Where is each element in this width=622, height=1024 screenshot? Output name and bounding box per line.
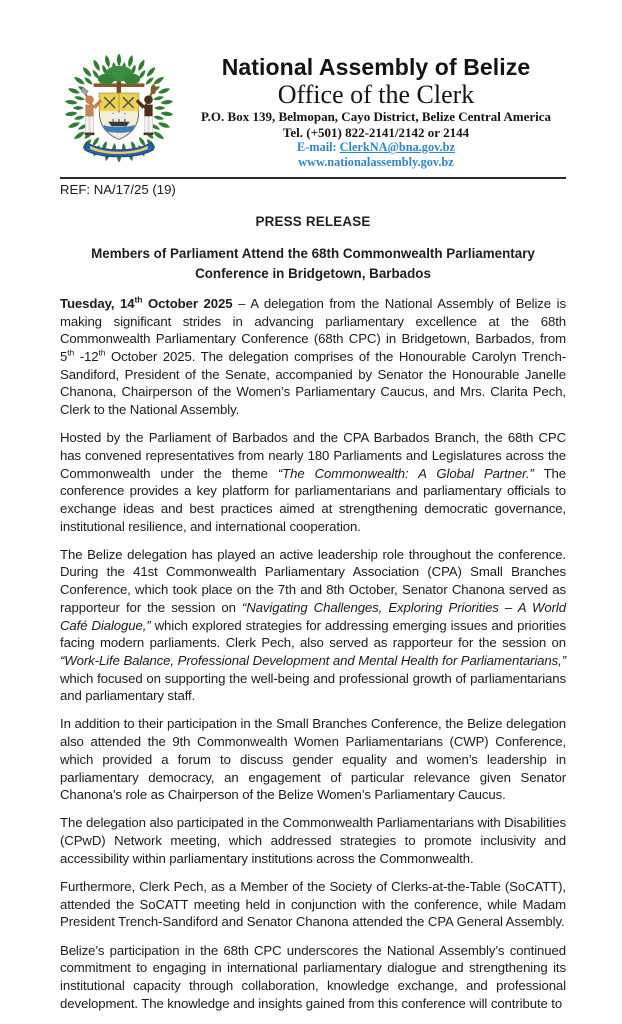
belize-coat-of-arms-icon (60, 48, 178, 168)
paragraph-conclusion: Belize’s participation in the 68th CPC underscores the National Assembly’s continued commitment to engaging in international parliamentary dialogue and strengthening its institutional capacity through collaboration, knowledge exchange, and professional development. The knowledge and insights gained from this conference will contribute to (60, 942, 566, 1011)
conference-theme: “The Commonwealth: A Global Partner.” (277, 465, 534, 481)
paragraph-leadership: The Belize delegation has played an active leadership role throughout the conference. During the 41st Commonwealth Parliamentary Association (CPA) Small Branches Conference, which took place on the 7th and 8th October, Senator Chanona served as rapporteur for the session on “Navigating Challenges, Exploring Priorities – A World Café Dialogue,” which explored strategies for addressing emerging issues and priorities facing modern parliaments. Clerk Pech, also served as rapporteur for the session on “Work-Life Balance, Professional Development and Mental Health for Parliamentarians,” which focused on supporting the well-being and professional growth of parliamentarians and parliamentary staff. (60, 546, 566, 704)
paragraph-socatt: Furthermore, Clerk Pech, as a Member of the Society of Clerks-at-the-Table (SoCATT), attended the SoCATT meeting held in conjunction with the conference, while Madam President Trench-Sandiford and Senator Chanona attended the CPA General Assembly. (60, 878, 566, 930)
address-line: P.O. Box 139, Belmopan, Cayo District, Belize Central America (200, 108, 552, 124)
ship-hull (108, 122, 130, 126)
paragraph-cpwd-network: The delegation also participated in the Commonwealth Parliamentarians with Disabilities (CPwD) Network meeting, which addressed strategies to promote inclusivity and accessibility within parliamentary institutions across the Commonwealth. (60, 815, 566, 866)
website-link[interactable]: www.nationalassembly.gov.bz (298, 155, 454, 170)
shield (99, 93, 138, 139)
paragraph-intro: Tuesday, 14th October 2025 – A delegation from the National Assembly of Belize is making significant strides in advancing parliamentary excellence at the 68th Commonwealth Parliamentary Conference (68th CPC) in Bridgetown, Barbados, from 5th -12th October 2025. The delegation comprises of the Honourable Carolyn Trench-Sandiford, President of the Senate, accompanied by Senator the Honourable Janelle Chanona, Chairperson of the Women’s Parliamentary Caucus, and Mrs. Clarita Pech, Clerk to the National Assembly. (60, 294, 566, 417)
letterhead-divider (60, 177, 566, 179)
paragraph-cwp-conference: In addition to their participation in the Small Branches Conference, the Belize delegation also attended the 9th Commonwealth Women Parliamentarians (CWP) Conference, which provided a forum to discuss gender equality and women’s leadership in parliamentary democracy, an engagement of particular relevance given Senator Chanona’s role as Chairperson of the Belize Women’s Parliamentary Caucus. (60, 716, 566, 803)
email-line (186, 140, 566, 155)
letterhead (60, 46, 566, 170)
paragraph-theme: Hosted by the Parliament of Barbados and the CPA Barbados Branch, the 68th CPC has convened representatives from nearly 180 Parliaments and Legislatures across the Commonwealth under the theme “The Commonwealth: A Global Partner.” The conference provides a key platform for parliamentarians and parliamentary officials to exchange ideas and best practices aimed at strengthening democratic governance, institutional resilience, and international cooperation. (60, 430, 566, 534)
release-title: Members of Parliament Attend the 68th Commonwealth Parliamentary Conference in Bridgetown, Barbados (91, 246, 535, 282)
release-date: Tuesday, 14th October 2025 (60, 294, 233, 311)
document-type-heading: PRESS RELEASE (255, 214, 371, 230)
session-title-world-cafe: “Navigating Challenges, Exploring Priorities – A World Café Dialogue,” (60, 599, 566, 633)
email-link[interactable]: ClerkNA@bna.gov.bz (339, 140, 455, 155)
reference-number: REF: NA/17/25 (19) (60, 182, 176, 198)
website-line (186, 155, 566, 170)
org-name: National Assembly of Belize (221, 54, 531, 80)
belize-coat-of-arms-logo (60, 48, 178, 168)
letterhead-text (178, 46, 566, 170)
office-title: Office of the Clerk (277, 79, 475, 109)
phone-line: Tel. (+501) 822-2141/2142 or 2144 (282, 124, 470, 140)
email-label: E-mail: (297, 140, 337, 155)
session-title-work-life: “Work-Life Balance, Professional Development and Mental Health for Parliamentarians,” (60, 652, 566, 668)
